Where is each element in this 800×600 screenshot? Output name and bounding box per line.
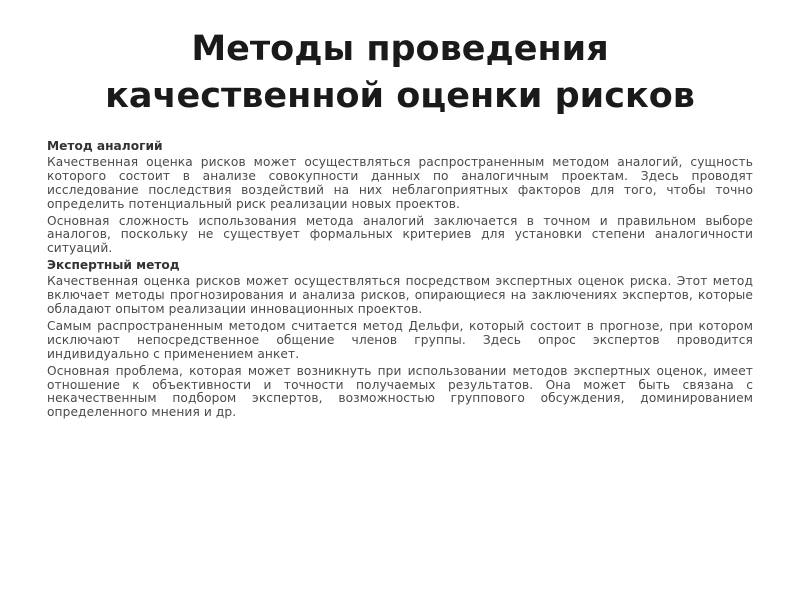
paragraph: Основная сложность использования метода аналогий заключается в точном и правильном выборе аналогов, поскольку не существует формальных критериев для установки степени аналогичности ситуаций. <box>47 213 753 256</box>
section-analogies <box>47 140 753 256</box>
slide-body <box>47 140 753 423</box>
section-expert <box>47 259 753 420</box>
slide-title-line-1: Методы проведения <box>191 29 609 69</box>
section-heading: Экспертный метод <box>47 258 180 273</box>
slide-title <box>40 26 760 120</box>
paragraph: Качественная оценка рисков может осуществляться распространенным методом аналогий, сущность которого состоит в анализе совокупности данных по аналогичным проектам. Здесь проводят исследование последствия воздействий на них неблагоприятных факторов для того, чтобы точно определить потенциальный риск реализации новых проектов. <box>47 154 753 211</box>
section-heading: Метод аналогий <box>47 139 163 153</box>
paragraph: Самым распространенным методом считается метод Дельфи, который состоит в прогнозе, при котором исключают непосредственное общение членов группы. Здесь опрос экспертов проводится индивидуально с применением анкет. <box>47 318 753 361</box>
slide-title-line-2: качественной оценки рисков <box>105 76 695 116</box>
paragraph: Качественная оценка рисков может осуществляться посредством экспертных оценок риска. Этот метод включает методы прогнозирования и анализа рисков, опирающиеся на заключениях экспертов, которые обладают опытом реализации инновационных проектов. <box>47 274 753 316</box>
paragraph: Основная проблема, которая может возникнуть при использовании методов экспертных оценок, имеет отношение к объективности и точности получаемых результатов. Она может быть связана с некачественным подбором экспертов, возможностью группового обсуждения, доминированием определенного мнения и др. <box>47 363 753 420</box>
